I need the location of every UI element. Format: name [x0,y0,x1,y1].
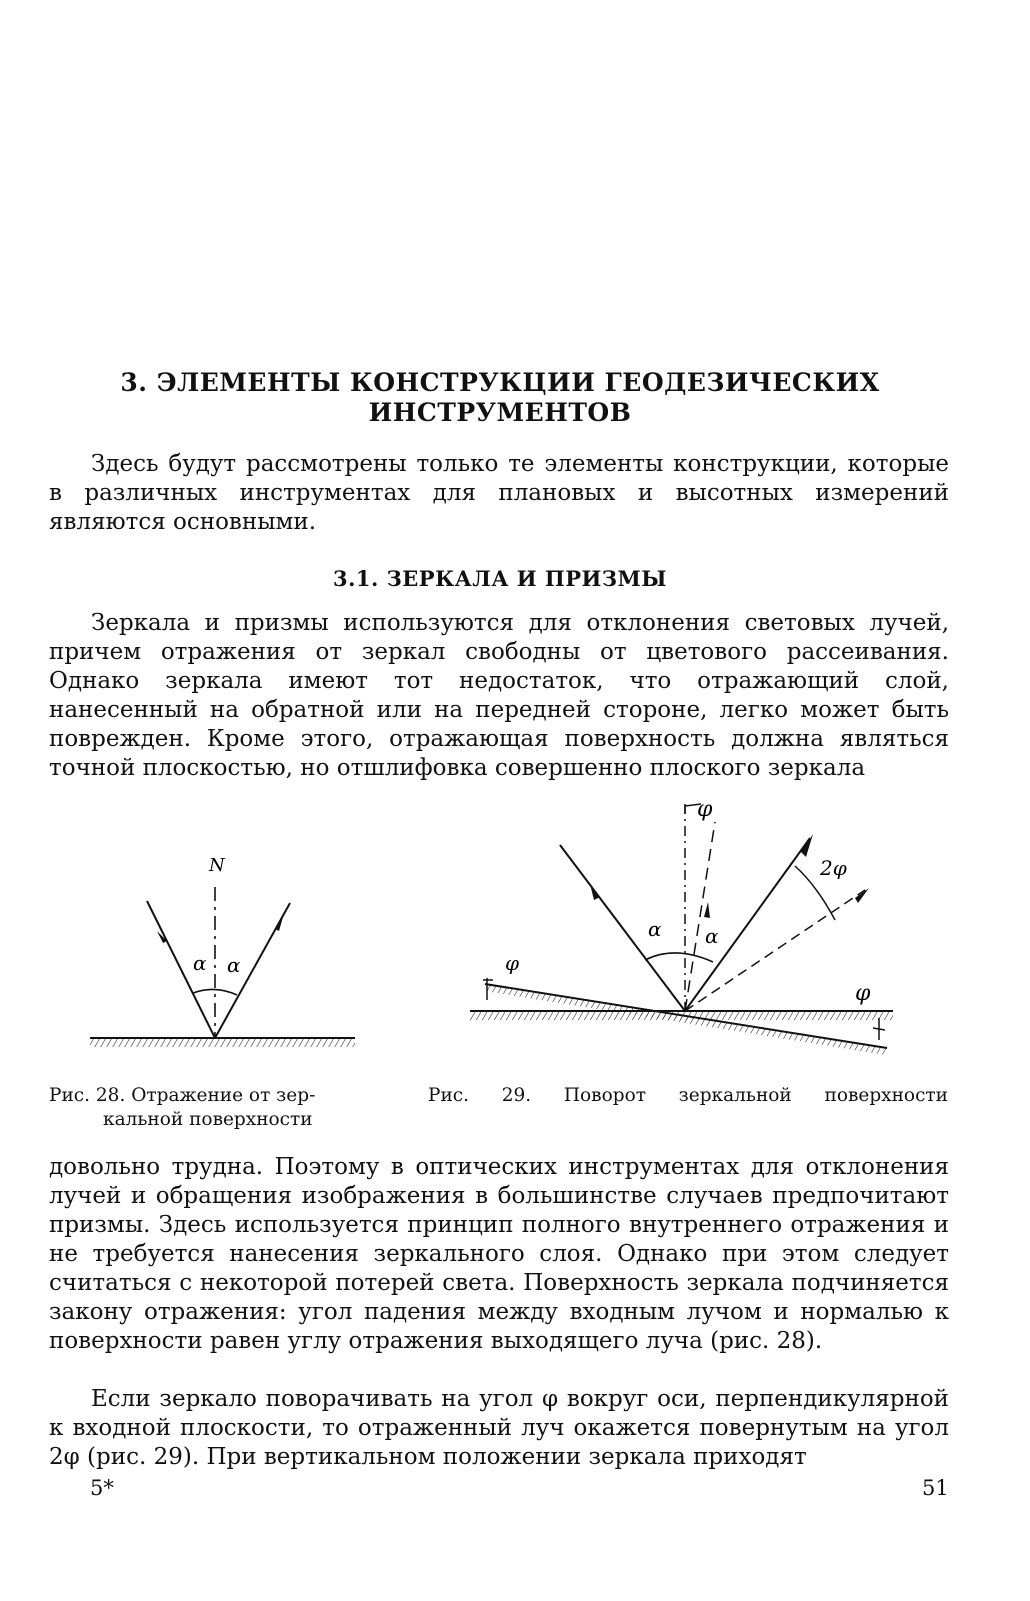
mirror-surface [90,1038,355,1047]
figure-28-caption-line2: кальной поверхности [103,1109,313,1130]
figure-29-caption: Рис. 29. Поворот зеркальной поверхности [428,1085,948,1106]
figure-28-diagram [85,845,375,1055]
paragraph-2 [49,1153,949,1356]
chapter-title-line1: 3. ЭЛЕМЕНТЫ КОНСТРУКЦИИ ГЕОДЕЗИЧЕСКИХ [120,368,880,397]
paragraph-3-text: Если зеркало поворачивать на угол φ вокруг оси, перпендикулярной к входной плоскости, то отраженный луч окажется повернутым на угол 2φ (рис. 29). При вертикальном положении зеркала приходят [49,1386,949,1470]
two-phi-label: 2φ [820,856,847,880]
intro-text: Здесь будут рассмотрены только те элементы конструкции, которые в различных инструментах для плановых и высотных измерений являются основными. [49,451,949,535]
section-title: 3.1. ЗЕРКАЛА И ПРИЗМЫ [332,566,668,591]
alpha-left-label: α [648,917,662,941]
phi-right-label: φ [855,981,871,1006]
reflected-ray [685,838,810,1011]
figure-28-caption [49,1084,315,1132]
alpha-right-label: α [227,953,241,977]
figure-28-caption-line1: Рис. 28. Отражение от зер- [49,1085,316,1106]
page-number: 51 [922,1476,949,1500]
reflected-arrowhead [275,917,283,931]
normal-label: N [209,855,225,876]
phi-right-tick [873,1018,885,1040]
incident-arrowhead [590,884,600,900]
signature-mark: 5* [90,1476,114,1500]
figure-29-diagram [465,797,905,1070]
paragraph-1 [49,609,949,783]
original-reflected-arrowhead [855,888,869,903]
paragraph-2-text: довольно трудна. Поэтому в оптических инструментах для отклонения лучей и обращения изображения в большинстве случаев предпочитают призмы. Здесь используется принцип полного внутреннего отражения и не требуется нанесения зеркального слоя. Однако при этом следует считаться с некоторой потерей света. Поверхность зеркала подчиняется закону отражения: угол падения между входным лучом и нормалью к поверхности равен углу отражения выходящего луча (рис. 28). [49,1154,949,1354]
rotated-normal-line [685,822,715,1011]
chapter-title-line2: ИНСТРУМЕНТОВ [368,398,632,427]
incident-ray [560,845,685,1011]
rotated-normal-arrowhead [704,902,710,918]
alpha-arc [645,953,713,962]
phi-top-label: φ [697,797,713,822]
original-reflected-ray [685,890,865,1011]
alpha-right-label: α [705,924,719,948]
reflected-arrowhead [801,834,813,857]
paragraph-3 [49,1385,949,1472]
intro-paragraph [49,450,949,537]
paragraph-1-text: Зеркала и призмы используются для отклонения световых лучей, причем отражения от зеркал свободны от цветового рассеивания. Однако зеркала имеют тот недостаток, что отражающий слой, нанесенный на обратной или на передней стороне, легко может быть поврежден. Кроме этого, отражающая поверхность должна являться точной плоскостью, но отшлифовка совершенно плоского зеркала [49,610,949,781]
alpha-left-label: α [193,951,207,975]
phi-left-label: φ [505,951,520,975]
